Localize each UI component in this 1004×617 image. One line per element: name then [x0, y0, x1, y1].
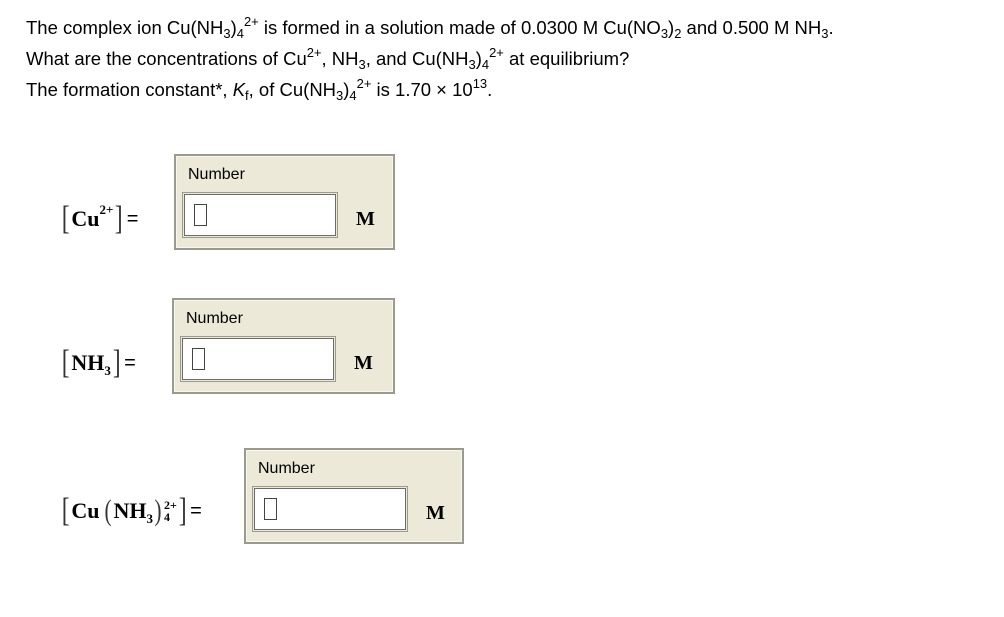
text: What are the concentrations of Cu — [26, 48, 307, 69]
subscript: 3 — [660, 25, 669, 41]
subscript: 3 — [223, 25, 231, 41]
text: ) — [343, 79, 350, 100]
kf-symbol: K — [232, 79, 246, 100]
question-text — [26, 12, 834, 105]
input-wrapper — [184, 194, 336, 236]
paren-open: ( — [104, 494, 112, 527]
bracket-close: ] — [178, 492, 187, 529]
equals: = — [190, 499, 202, 522]
text: ) — [475, 48, 482, 69]
superscript: 2+ — [356, 76, 372, 92]
complex-scripts — [164, 499, 177, 523]
text: , NH — [321, 48, 359, 69]
text: is 1.70 × 10 — [371, 79, 473, 100]
bracket-close: ] — [112, 344, 121, 381]
superscript: 2+ — [306, 45, 322, 61]
text: The complex ion Cu(NH — [26, 17, 224, 38]
bracket-open: [ — [61, 492, 70, 529]
text: . — [828, 17, 834, 38]
number-tag: Number — [188, 166, 245, 183]
subscript: 3 — [358, 56, 366, 72]
species: NH — [71, 350, 105, 375]
text: at equilibrium? — [503, 48, 630, 69]
unit-label: M — [356, 208, 375, 230]
question-line-2 — [26, 43, 834, 74]
text: ) — [668, 17, 675, 38]
subscript: 3 — [104, 363, 111, 378]
subscript: 4 — [481, 56, 490, 72]
superscript: 2+ — [243, 14, 259, 30]
nh3-concentration-input[interactable] — [183, 339, 333, 379]
species-cu: Cu — [71, 498, 100, 523]
answer-box-cu — [174, 154, 395, 250]
text: , and Cu(NH — [365, 48, 469, 69]
subscript: 2 — [674, 25, 682, 41]
cu-concentration-input[interactable] — [185, 195, 335, 235]
bracket-close: ] — [115, 200, 124, 237]
subscript: 4 — [236, 25, 244, 41]
input-wrapper — [182, 338, 334, 380]
subscript: 3 — [821, 25, 829, 41]
charge: 2+ — [163, 498, 177, 512]
question-line-1 — [26, 12, 834, 43]
species-ligand: NH — [113, 498, 147, 523]
label-cu-concentration — [60, 202, 138, 236]
subscript: 3 — [146, 511, 153, 526]
equals: = — [124, 351, 136, 374]
species: Cu — [71, 206, 100, 231]
text: . — [487, 79, 493, 100]
label-complex-concentration — [60, 494, 202, 528]
answer-box-complex — [244, 448, 464, 544]
charge: 2+ — [99, 202, 114, 217]
input-wrapper — [254, 488, 406, 530]
text: is formed in a solution made of 0.0300 M Cu(NO — [258, 17, 661, 38]
number-tag: Number — [186, 310, 243, 327]
bracket-open: [ — [61, 200, 70, 237]
subscript: 3 — [468, 56, 476, 72]
text: The formation constant*, — [26, 79, 233, 100]
complex-concentration-input[interactable] — [255, 489, 405, 529]
equals: = — [126, 207, 139, 230]
paren-close: ) — [154, 494, 162, 527]
superscript: 13 — [472, 76, 488, 92]
text: and 0.500 M NH — [681, 17, 822, 38]
superscript: 2+ — [489, 45, 504, 61]
text: , of Cu(NH — [248, 79, 337, 100]
ligand-count: 4 — [163, 510, 170, 524]
label-nh3-concentration — [60, 346, 136, 380]
text: ) — [230, 17, 237, 38]
unit-label: M — [354, 352, 373, 374]
subscript: 4 — [349, 87, 357, 103]
subscript: 3 — [336, 87, 344, 103]
unit-label: M — [426, 502, 445, 524]
question-line-3 — [26, 74, 834, 105]
bracket-open: [ — [61, 344, 70, 381]
subscript: f — [245, 87, 249, 103]
number-tag: Number — [258, 460, 315, 477]
answer-box-nh3 — [172, 298, 395, 394]
